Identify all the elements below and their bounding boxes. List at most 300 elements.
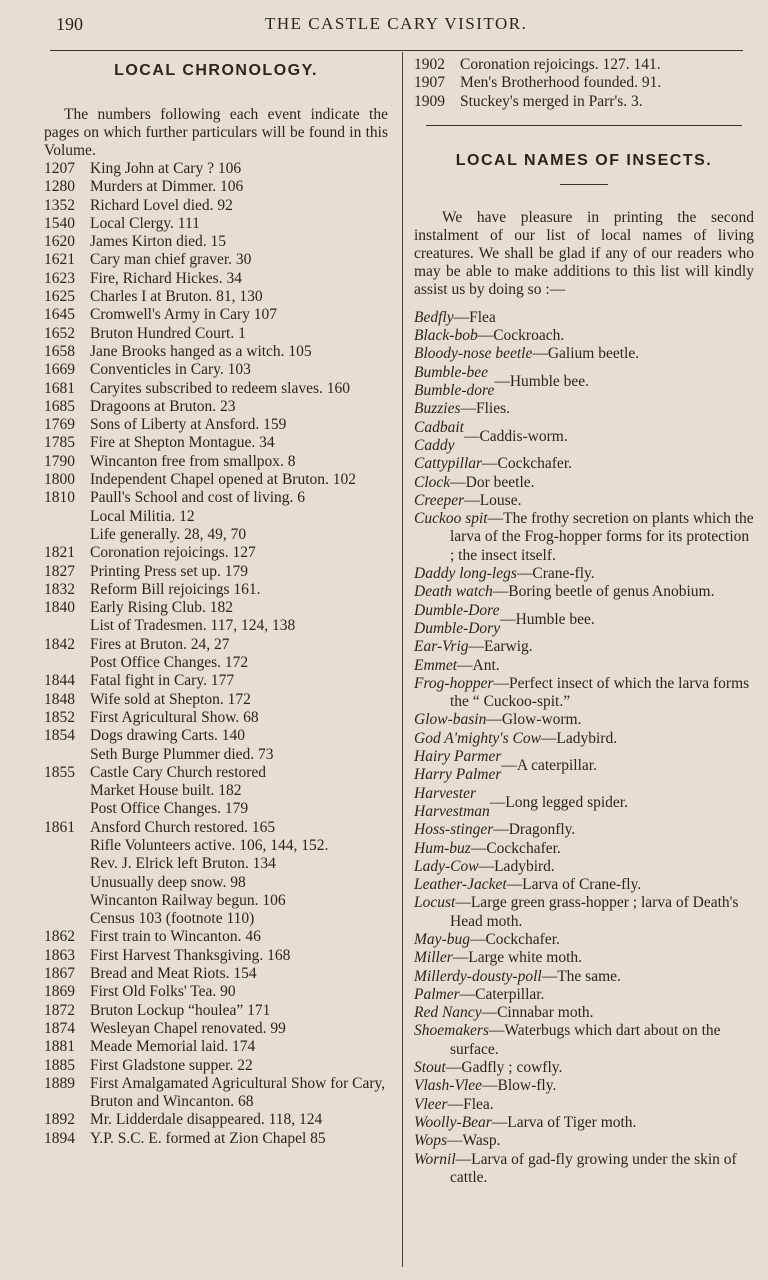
chronology-entry [44,1075,388,1112]
chronology-entry [44,563,388,581]
insect-name: Black-bob [414,327,478,345]
chronology-entry [44,434,388,452]
insect-meaning: —Galium beetle. [532,345,640,363]
insect-name: Emmet [414,656,458,674]
chronology-title: LOCAL CHRONOLOGY. [114,62,318,79]
insect-entry [414,949,754,967]
chronology-year: 1623 [44,269,75,287]
chronology-year [44,855,90,873]
chronology-entry [44,746,388,764]
chronology-entry [44,837,388,855]
chronology-year: 1881 [44,1038,75,1056]
insect-entry [414,602,754,639]
chronology-event: Stuckey's merged in Parr's. 3. [460,92,643,110]
insect-meaning: —Boring beetle of genus Anobium. [492,583,715,601]
insect-name: Miller [414,949,453,967]
insect-name: Millerdy-dousty-poll [414,967,542,985]
chronology-event: Coronation rejoicings. 127. 141. [460,56,661,73]
insect-name: Bumble-bee [414,363,489,381]
chronology-year: 1681 [44,379,75,397]
insect-meaning: —Larva of Crane-fly. [506,876,642,894]
chronology-entry [414,56,754,74]
insects-title: LOCAL NAMES OF INSECTS. [455,151,713,169]
chronology-year: 1540 [44,214,75,232]
chronology-event: Seth Burge Plummer died. 73 [90,745,274,763]
chronology-event: Early Rising Club. 182 [90,599,233,617]
insect-meaning: —Wasp. [447,1132,501,1150]
insect-name: Bedfly [414,308,454,326]
chronology-year: 1844 [44,672,75,690]
chronology-year: 1620 [44,233,75,251]
chronology-entry [44,709,388,727]
chronology-event: Castle Cary Church restored [90,763,267,781]
insect-name: Death watch [414,583,493,601]
insect-entry [414,1022,754,1059]
insect-meaning: —Ant. [457,656,500,674]
chronology-year: 1848 [44,690,75,708]
insect-name-group [414,748,501,785]
chronology-year: 1207 [44,160,75,177]
chronology-entry [44,1111,388,1129]
chronology-event: Wife sold at Shepton. 172 [90,690,251,708]
section-rule [426,125,742,126]
insect-name: Wornil [414,1150,456,1168]
chronology-year: 1902 [414,56,445,73]
chronology-year [44,526,90,544]
insect-entry [414,474,754,492]
insect-entry [414,1151,754,1188]
chronology-entry [44,215,388,233]
chronology-entry [44,672,388,690]
chronology-event: First train to Wincanton. 46 [90,928,261,946]
chronology-year: 1907 [414,74,445,92]
insect-name: Bloody-nose beetle [414,345,533,363]
insect-meaning: —Waterbugs which dart about on the surface. [450,1022,721,1058]
chronology-event: Rev. J. Elrick left Bruton. 134 [90,855,276,873]
chronology-entry [44,819,388,837]
insect-meaning: —The same. [541,967,621,985]
chronology-year: 1352 [44,196,75,214]
insect-meaning: —Larva of Tiger moth. [491,1113,637,1131]
chronology-entry [44,361,388,379]
chronology-event: Independent Chapel opened at Bruton. 102 [90,471,357,489]
insects-title-rule [560,184,608,185]
insect-name: Red Nancy [414,1004,482,1022]
chronology-entry [44,178,388,196]
chronology-entry [44,398,388,416]
insect-name: Clock [414,473,451,491]
insect-entry [414,876,754,894]
chronology-entry [44,1130,388,1148]
chronology-entry [44,581,388,599]
chronology-year [44,874,90,892]
chronology-entry [414,93,754,111]
insect-entry [414,1077,754,1095]
chronology-entry [44,343,388,361]
chronology-year [44,837,90,855]
chronology-event: Post Office Changes. 179 [90,800,249,818]
insect-meaning: —Cinnabar moth. [481,1004,594,1022]
chronology-year: 1827 [44,562,75,580]
insect-entry [414,1096,754,1114]
chronology-event: First Old Folks' Tea. 90 [90,983,236,1001]
insect-name: Ear-Vrig [414,638,469,656]
chronology-event: First Gladstone supper. 22 [90,1056,253,1074]
insect-entry [414,1114,754,1132]
insect-meaning: —Perfect insect of which the larva forms the “ Cuckoo-spit.” [450,674,750,711]
insect-entry [414,400,754,418]
chronology-event: Jane Brooks hanged as a witch. 105 [90,342,312,360]
chronology-entry [44,691,388,709]
chronology-year: 1810 [44,489,75,507]
insect-entry [414,711,754,729]
chronology-entry [44,471,388,489]
chronology-year: 1867 [44,965,75,983]
chronology-event: Fire, Richard Hickes. 34 [90,269,242,287]
chronology-event: Life generally. 28, 49, 70 [90,525,247,543]
insect-entry [414,455,754,473]
insect-name-pair [414,748,754,785]
insect-name-pair [414,419,754,456]
insect-name: Leather-Jacket [414,876,507,894]
chronology-year: 1769 [44,416,75,434]
chronology-event: Printing Press set up. 179 [90,562,249,580]
chronology-entry [44,233,388,251]
chronology-event: Murders at Dimmer. 106 [90,178,244,196]
chronology-year [44,508,90,526]
chronology-entry [44,727,388,745]
chronology-year: 1869 [44,983,75,1001]
insect-name: May-bug [414,930,470,948]
chronology-event: Fires at Bruton. 24, 27 [90,635,230,653]
chronology-entry [44,1057,388,1075]
chronology-event: Rifle Volunteers active. 106, 144, 152. [90,836,329,854]
insect-name: Palmer [414,985,460,1003]
insect-name: Wops [414,1132,448,1150]
insect-meaning: —Cockchafer. [482,455,572,473]
running-head: THE CASTLE CARY VISITOR. [265,14,528,33]
chronology-event: Local Militia. 12 [90,507,195,525]
chronology-entry [44,965,388,983]
chronology-entry [44,654,388,672]
chronology-entry [44,453,388,471]
chronology-event: James Kirton died. 15 [90,233,227,251]
insect-entry [414,364,754,401]
chronology-year: 1862 [44,928,75,946]
chronology-event: Cromwell's Army in Cary 107 [90,306,278,324]
insect-entry [414,858,754,876]
insect-meaning: —The frothy secretion on plants which the larva of the Frog-hopper forms for its protection ; the insect itself. [450,510,754,564]
chronology-year [44,617,90,635]
insect-meaning: —Larva of gad-fly growing under the skin of cattle. [450,1150,737,1186]
insect-name: God A'mighty's Cow [414,729,541,747]
insect-name-group [414,785,490,822]
chronology-year: 1854 [44,727,75,745]
chronology-entry [44,251,388,269]
chronology-year: 1821 [44,544,75,562]
chronology-year: 1852 [44,708,75,726]
chronology-entry [44,636,388,654]
insect-name: Caddy [414,436,455,454]
insect-entry [414,894,754,931]
insect-entry [414,1059,754,1077]
chronology-event: First Harvest Thanksgiving. 168 [90,946,291,964]
insect-entry [414,931,754,949]
insect-meaning: —Caterpillar. [459,985,545,1003]
chronology-entry [44,617,388,635]
chronology-event: Dragoons at Bruton. 23 [90,397,236,415]
chronology-event: List of Tradesmen. 117, 124, 138 [90,617,296,635]
insect-meaning: —Dragonfly. [493,821,576,839]
chronology-entry [44,508,388,526]
chronology-entry [44,489,388,507]
chronology-year: 1863 [44,946,75,964]
chronology-year: 1861 [44,818,75,836]
insect-meaning: —Louse. [464,491,522,509]
chronology-entry [44,764,388,782]
chronology-entry [44,306,388,324]
insect-name-pair [414,602,754,639]
chronology-event: Cary man chief graver. 30 [90,251,252,269]
insect-meaning: —A caterpillar. [501,757,597,775]
insect-entry [414,675,754,712]
chronology-entry [44,1002,388,1020]
chronology-event: Coronation rejoicings. 127 [90,544,256,562]
insect-name-group [414,419,464,456]
chronology-event: Post Office Changes. 172 [90,654,249,672]
insect-entry [414,583,754,601]
insect-name-pair [414,785,754,822]
insect-entry [414,327,754,345]
chronology-year: 1840 [44,599,75,617]
insects-list [414,309,754,1187]
chronology-year: 1892 [44,1111,75,1129]
insect-name: Hum-buz [414,839,471,857]
chronology-year: 1909 [414,92,445,110]
insect-entry [414,419,754,456]
insect-name: Glow-basin [414,711,487,729]
insect-name: Vleer [414,1095,448,1113]
insect-meaning: —Humble bee. [494,372,590,390]
chronology-column [44,56,388,1148]
chronology-year: 1855 [44,763,75,781]
chronology-event: Census 103 (footnote 110) [90,910,255,928]
chronology-year: 1894 [44,1129,75,1147]
header-rule [50,50,743,51]
insect-entry [414,730,754,748]
chronology-year [44,892,90,910]
chronology-entry [44,197,388,215]
insect-name: Daddy long-legs [414,565,517,583]
chronology-year [44,654,90,672]
chronology-list [44,160,388,1148]
chronology-year: 1874 [44,1019,75,1037]
chronology-entry [44,910,388,928]
chronology-event: Unusually deep snow. 98 [90,873,246,891]
chronology-year: 1832 [44,580,75,598]
chronology-year: 1872 [44,1001,75,1019]
insects-intro: We have pleasure in printing the second instalment of our list of local names of living creatures. We shall be glad if any of our readers who may be able to make additions to this list will kindly assist us by doing so :— [414,208,754,298]
chronology-event: Charles I at Bruton. 81, 130 [90,288,263,306]
insect-entry [414,657,754,675]
insect-meaning: —Cockchafer. [469,930,560,948]
insect-name: Harvestman [414,802,490,820]
insect-name: Shoemakers [414,1022,489,1040]
insect-meaning: —Large green grass-hopper ; larva of Death's Head moth. [450,894,739,930]
page-number: 190 [56,14,83,34]
insect-name: Hairy Parmer [414,748,502,766]
insect-name: Hoss-stinger [414,821,494,839]
chronology-entry [44,160,388,178]
insect-meaning: —Cockroach. [477,327,565,345]
insect-entry [414,986,754,1004]
insect-meaning: —Large white moth. [452,949,583,967]
chronology-event: Caryites subscribed to redeem slaves. 160 [90,379,350,397]
chronology-year: 1889 [44,1074,75,1092]
chronology-event: Bread and Meat Riots. 154 [90,965,257,983]
insect-meaning: —Cockchafer. [470,839,561,857]
chronology-event: Y.P. S.C. E. formed at Zion Chapel 85 [90,1129,326,1147]
insect-name-pair [414,364,754,401]
insect-entry [414,785,754,822]
column-divider [402,52,403,1267]
chronology-entry [44,544,388,562]
insect-name-group [414,364,494,401]
chronology-list-continued [414,56,754,111]
chronology-entry [44,928,388,946]
chronology-event: King John at Cary ? 106 [90,160,242,177]
chronology-event: Richard Lovel died. 92 [90,196,233,214]
chronology-entry [414,74,754,92]
chronology-event: Wesleyan Chapel renovated. 99 [90,1019,286,1037]
insect-meaning: —Flies. [460,400,511,418]
chronology-intro: The numbers following each event indicate the pages on which further particulars will be found in this Volume. [44,106,388,159]
insect-meaning: —Flea [453,308,496,326]
chronology-year: 1658 [44,342,75,360]
chronology-year [44,746,90,764]
chronology-event: Conventicles in Cary. 103 [90,361,251,379]
chronology-year: 1645 [44,306,75,324]
insect-name: Harry Palmer [414,766,502,784]
right-column [414,56,754,1187]
chronology-entry [44,599,388,617]
insect-name: Dumble-Dory [414,619,501,637]
chronology-event: First Agricultural Show. 68 [90,708,259,726]
chronology-event: Dogs drawing Carts. 140 [90,727,245,745]
chronology-year [44,910,90,928]
insect-name: Frog-hopper [414,674,494,692]
chronology-year: 1785 [44,434,75,452]
chronology-entry [44,874,388,892]
insect-name: Bumble-dore [414,382,495,400]
insect-entry [414,309,754,327]
chronology-year [44,782,90,800]
chronology-entry [44,325,388,343]
chronology-year: 1625 [44,288,75,306]
insect-name: Lady-Cow [414,857,479,875]
insect-name: Vlash-Vlee [414,1077,483,1095]
chronology-year: 1652 [44,324,75,342]
insect-entry [414,840,754,858]
insect-meaning: —Flea. [447,1095,494,1113]
chronology-event: Paull's School and cost of living. 6 [90,489,306,507]
insect-entry [414,968,754,986]
chronology-entry [44,1020,388,1038]
chronology-event: Fatal fight in Cary. 177 [90,672,235,690]
chronology-entry [44,288,388,306]
insect-meaning: —Ladybird. [540,729,618,747]
chronology-entry [44,947,388,965]
insect-entry [414,565,754,583]
insect-name: Locust [414,894,456,912]
chronology-event: First Amalgamated Agricultural Show for Cary, Bruton and Wincanton. 68 [90,1074,386,1111]
chronology-year: 1621 [44,251,75,269]
insect-entry [414,748,754,785]
chronology-entry [44,782,388,800]
chronology-entry [44,270,388,288]
chronology-entry [44,855,388,873]
insect-name-group [414,602,500,639]
chronology-event: Wincanton free from smallpox. 8 [90,452,296,470]
chronology-year: 1842 [44,635,75,653]
chronology-year: 1685 [44,397,75,415]
insect-name: Cuckoo spit [414,510,488,528]
chronology-year: 1790 [44,452,75,470]
chronology-year: 1669 [44,361,75,379]
chronology-event: Market House built. 182 [90,782,242,800]
insect-name: Creeper [414,491,465,509]
chronology-event: Meade Memorial laid. 174 [90,1038,256,1056]
insect-name: Cattypillar [414,455,483,473]
chronology-event: Ansford Church restored. 165 [90,818,276,836]
chronology-event: Reform Bill rejoicings 161. [90,580,261,598]
chronology-event: Mr. Lidderdale disappeared. 118, 124 [90,1111,323,1129]
insect-name: Buzzies [414,400,461,418]
insect-name: Cadbait [414,418,464,436]
chronology-entry [44,892,388,910]
insect-name: Woolly-Bear [414,1113,492,1131]
insect-name: Stout [414,1059,446,1077]
chronology-year: 1280 [44,178,75,196]
chronology-event: Men's Brotherhood founded. 91. [460,74,662,92]
insect-entry [414,1132,754,1150]
insect-meaning: —Ladybird. [478,857,555,875]
chronology-entry [44,983,388,1001]
chronology-entry [44,1038,388,1056]
chronology-event: Sons of Liberty at Ansford. 159 [90,416,287,434]
chronology-entry [44,380,388,398]
insect-entry [414,821,754,839]
insect-meaning: —Blow-fly. [482,1077,557,1095]
insect-entry [414,1004,754,1022]
insect-meaning: —Long legged spider. [489,793,628,811]
insect-meaning: —Crane-fly. [516,565,595,583]
chronology-event: Bruton Lockup “houlea” 171 [90,1001,271,1019]
chronology-entry [44,526,388,544]
chronology-year [44,800,90,818]
chronology-event: Fire at Shepton Montague. 34 [90,434,275,452]
insect-meaning: —Dor beetle. [450,473,535,491]
insect-entry [414,510,754,565]
insect-meaning: —Glow-worm. [486,711,582,729]
chronology-event: Local Clergy. 111 [90,214,200,232]
chronology-entry [44,800,388,818]
insect-meaning: —Caddis-worm. [463,427,568,445]
insect-entry [414,638,754,656]
chronology-event: Wincanton Railway begun. 106 [90,891,286,909]
insect-meaning: —Gadfly ; cowfly. [445,1059,563,1077]
insect-name: Dumble-Dore [414,601,500,619]
